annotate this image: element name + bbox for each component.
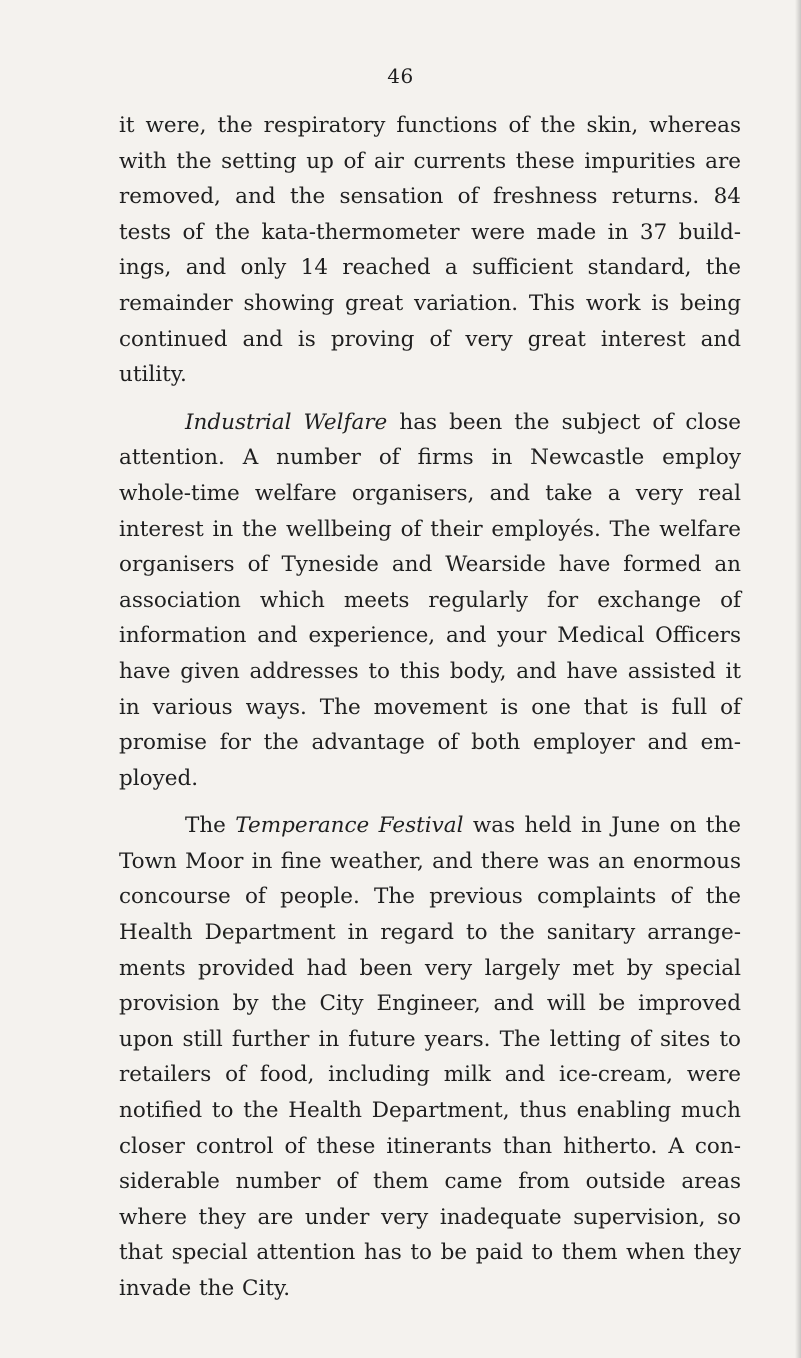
paragraph-text: it were, the respiratory functions of the skin, whereas with the setting up of air currents these impurities are removed, and the sensation of freshness returns. 84 tests of the kata-thermometer were made in 37 build- ings, and only 14 reached a sufficient standard, the remainder showing great variation. This work is being continued and is proving of very great interest and utility.	[119, 113, 741, 388]
body-text	[119, 108, 741, 1307]
emphasis-industrial-welfare: Industrial Welfare	[185, 409, 388, 435]
paragraph-text: has been the subject of close attention. A number of firms in Newcastle employ whole-time welfare organisers, and take a very real interest in the wellbeing of their employés. The welfare organisers of Tyneside and Wearside have formed an association which meets regularly for exchange of information and experience, and your Medical Officers have given addresses to this body, and have assisted it in various ways. The movement is one that is full of promise for the advantage of both employer and em- ployed.	[119, 409, 741, 791]
page-number: 46	[387, 64, 414, 88]
paragraph-industrial-welfare	[119, 405, 741, 797]
emphasis-temperance-festival: Temperance Festival	[235, 813, 464, 839]
paragraph-text: was held in June on the Town Moor in fine weather, and there was an enormous concourse of people. The previous complaints of the Health Department in regard to the sanitary arrange- ments provided had been very largely met by special provision by the City Engineer, and will be improved upon still further in future years. The letting of sites to retailers of food, including milk and ice-cream, were notified to the Health Department, thus enabling much closer control of these itinerants than hitherto. A con- siderable number of them came from outside areas where they are under very inadequate supervision, so that special attention has to be paid to them when they invade the City.	[119, 813, 742, 1301]
paragraph-lead: The	[185, 813, 236, 839]
paragraph-temperance-festival	[119, 808, 741, 1306]
paragraph-respiratory-functions	[119, 108, 741, 393]
page-edge-shadow	[795, 0, 801, 1358]
